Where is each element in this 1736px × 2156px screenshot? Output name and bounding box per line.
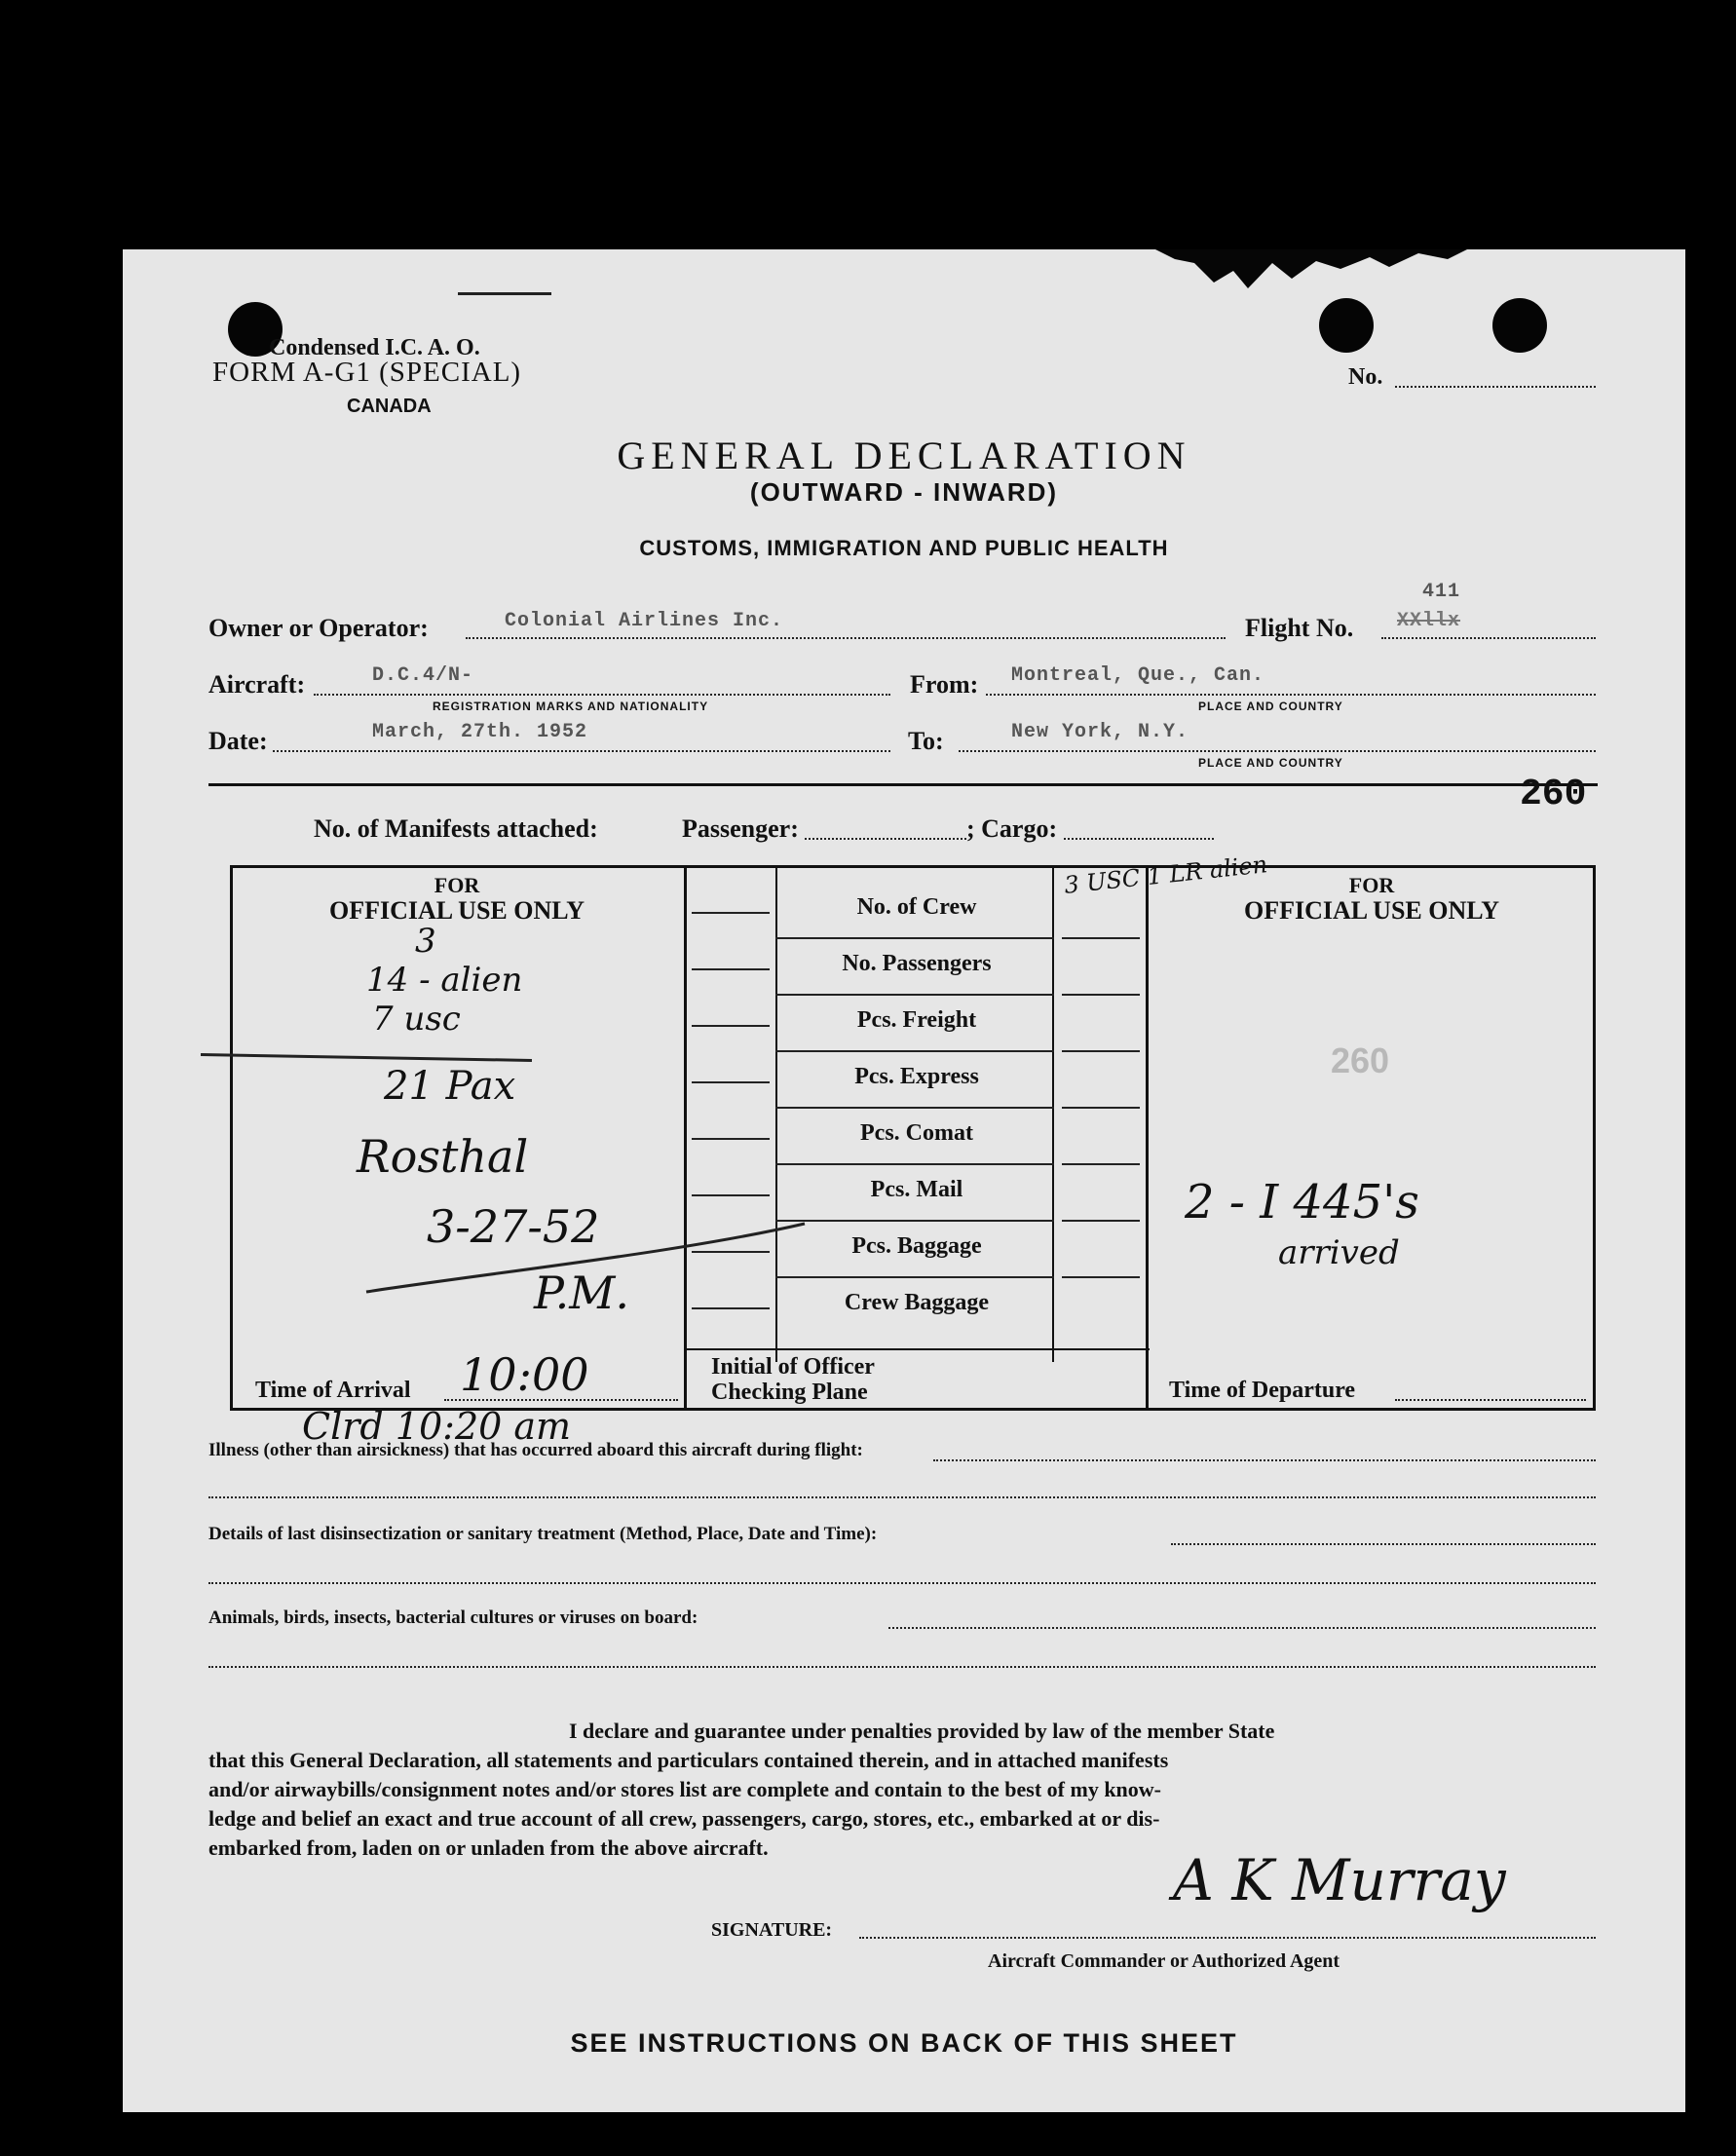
declaration-line: embarked from, laden on or unladen from the above aircraft. — [208, 1835, 769, 1860]
aircraft-field[interactable] — [314, 694, 890, 696]
handwritten-arrival-time: 10:00 — [460, 1348, 589, 1401]
handwritten-cleared-time: Clrd 10:20 am — [302, 1405, 572, 1448]
handwritten-note: 3 — [415, 922, 436, 961]
date-label: Date: — [208, 727, 268, 755]
scope-heading: CUSTOMS, IMMIGRATION AND PUBLIC HEALTH — [639, 536, 1169, 560]
disinsectization-field-continued[interactable] — [208, 1582, 1596, 1584]
row-divider — [684, 1348, 1150, 1350]
handwritten-signature: A K Murray — [1173, 1847, 1506, 1913]
row-comat — [692, 1109, 1150, 1165]
signature-label: SIGNATURE: — [711, 1919, 833, 1941]
signature-caption: Aircraft Commander or Authorized Agent — [988, 1950, 1340, 1972]
to-field[interactable] — [959, 750, 1596, 752]
to-label: To: — [908, 727, 944, 755]
cargo-manifest-label: ; Cargo: — [966, 814, 1058, 843]
to-value: New York, N.Y. — [1011, 721, 1189, 743]
declaration-line: ledge and belief an exact and true account of all crew, passengers, cargo, stores, etc., embarked at or dis- — [208, 1806, 1160, 1831]
row-label: Crew Baggage — [844, 1290, 990, 1315]
handwritten-note: 21 Pax — [384, 1064, 516, 1109]
left-official-heading-1: FOR — [434, 873, 480, 897]
number-label: No. — [1348, 364, 1383, 390]
flight-field[interactable] — [1381, 637, 1596, 639]
handwritten-note: 7 usc — [372, 1000, 461, 1039]
punch-hole — [1492, 298, 1547, 353]
arrival-label: Time of Arrival — [255, 1378, 411, 1403]
declaration-line: and/or airwaybills/consignment notes and/or stores list are complete and contain to the best of my know- — [208, 1777, 1162, 1801]
animals-field[interactable] — [888, 1627, 1596, 1629]
aircraft-caption: REGISTRATION MARKS AND NATIONALITY — [433, 700, 709, 713]
disinsectization-label: Details of last disinsectization or sanitary treatment (Method, Place, Date and Time): — [208, 1524, 878, 1544]
animals-label: Animals, birds, insects, bacterial cultures or viruses on board: — [208, 1608, 698, 1628]
aircraft-label: Aircraft: — [208, 670, 306, 699]
row-label: Pcs. Baggage — [851, 1233, 982, 1259]
flight-label: Flight No. — [1245, 614, 1354, 642]
declaration-line: that this General Declaration, all statements and particulars contained therein, and in attached manifests — [208, 1748, 1169, 1772]
row-passengers — [692, 939, 1150, 996]
page-subtitle: (OUTWARD - INWARD) — [749, 477, 1059, 507]
owner-field[interactable] — [466, 637, 1226, 639]
date-field[interactable] — [273, 750, 890, 752]
owner-value: Colonial Airlines Inc. — [505, 610, 784, 632]
initial-label-2: Checking Plane — [711, 1380, 868, 1405]
passenger-manifest-label: Passenger: — [682, 814, 799, 843]
form-sheet — [123, 249, 1685, 2112]
row-freight — [692, 996, 1150, 1052]
pen-mark — [458, 292, 551, 295]
page-number: 260 — [1520, 774, 1587, 815]
country-label: CANADA — [347, 396, 432, 417]
from-label: From: — [910, 670, 979, 699]
passenger-manifest-field[interactable] — [805, 838, 966, 840]
condensed-label: Condensed I.C. A. O. — [269, 335, 480, 360]
from-field[interactable] — [986, 694, 1596, 696]
handwritten-note: arrived — [1278, 1233, 1400, 1272]
left-official-heading-2: OFFICIAL USE ONLY — [329, 896, 585, 925]
flight-value-struck: XXllx — [1397, 610, 1461, 632]
initial-label-1: Initial of Officer — [711, 1354, 875, 1380]
handwritten-note: 2 - I 445's — [1185, 1175, 1419, 1229]
illness-label: Illness (other than airsickness) that has occurred aboard this aircraft during flight: — [208, 1440, 863, 1460]
to-caption: PLACE AND COUNTRY — [1198, 756, 1343, 770]
handwritten-note: 14 - alien — [366, 961, 523, 1000]
row-label: Pcs. Comat — [860, 1120, 973, 1146]
handwritten-date: 3-27-52 — [427, 1200, 600, 1253]
signature-field[interactable] — [859, 1937, 1596, 1939]
right-official-heading-1: FOR — [1348, 873, 1395, 897]
divider — [208, 783, 1598, 786]
date-value: March, 27th. 1952 — [372, 721, 588, 743]
row-express — [692, 1052, 1150, 1109]
departure-label: Time of Departure — [1169, 1378, 1356, 1403]
departure-field[interactable] — [1395, 1399, 1586, 1401]
torn-edge-mark — [1155, 249, 1467, 308]
row-label: No. of Crew — [856, 894, 977, 920]
aircraft-value: D.C.4/N- — [372, 664, 474, 687]
flight-value: 411 — [1422, 581, 1461, 603]
column-divider — [684, 865, 687, 1411]
row-label: Pcs. Freight — [856, 1007, 977, 1033]
form-label: FORM A-G1 (SPECIAL) — [212, 357, 522, 388]
page-title: GENERAL DECLARATION — [617, 434, 1191, 477]
from-caption: PLACE AND COUNTRY — [1198, 700, 1343, 713]
instructions-footer: SEE INSTRUCTIONS ON BACK OF THIS SHEET — [570, 2028, 1238, 2058]
number-field[interactable] — [1395, 386, 1596, 388]
right-official-heading-2: OFFICIAL USE ONLY — [1244, 896, 1499, 925]
cargo-manifest-field[interactable] — [1064, 838, 1214, 840]
illness-field-continued[interactable] — [208, 1496, 1596, 1498]
row-label: Pcs. Mail — [870, 1177, 963, 1202]
declaration-line: I declare and guarantee under penalties provided by law of the member State — [569, 1719, 1275, 1743]
handwritten-crew-note: 3 USC 1 LR alien — [1063, 851, 1269, 899]
row-label: No. Passengers — [842, 951, 992, 976]
animals-field-continued[interactable] — [208, 1666, 1596, 1668]
owner-label: Owner or Operator: — [208, 614, 429, 642]
handwritten-initials: P.M. — [534, 1267, 629, 1319]
handwritten-signature: Rosthal — [357, 1130, 529, 1183]
faint-stamp-number: 260 — [1331, 1040, 1390, 1080]
illness-field[interactable] — [933, 1459, 1596, 1461]
manifests-label: No. of Manifests attached: — [314, 814, 598, 843]
row-label: Pcs. Express — [854, 1064, 979, 1089]
declaration-text — [208, 1717, 1598, 1863]
disinsectization-field[interactable] — [1171, 1543, 1596, 1545]
from-value: Montreal, Que., Can. — [1011, 664, 1265, 687]
